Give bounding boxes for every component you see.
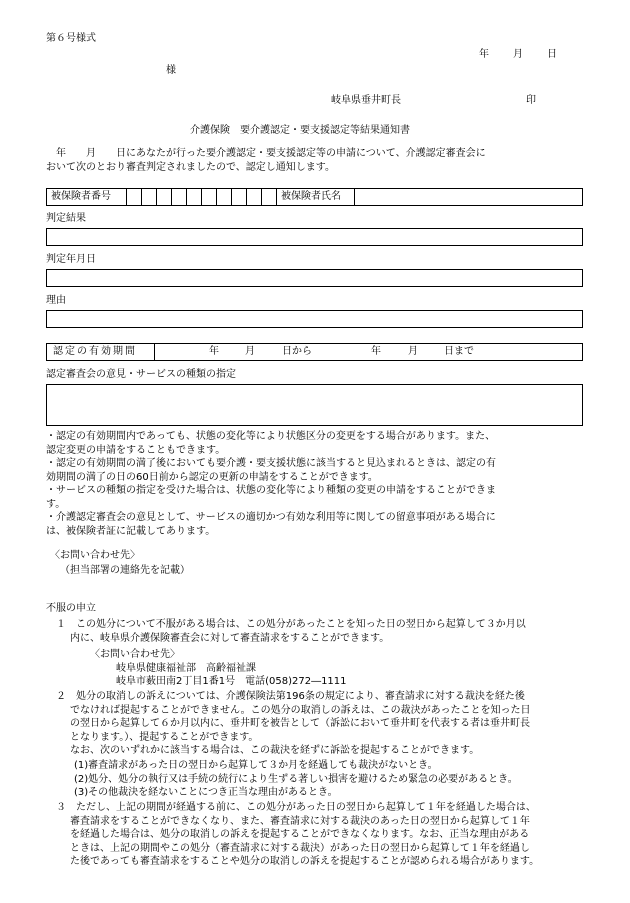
judgment-date-field[interactable] — [46, 269, 583, 287]
seal-mark: 印 — [526, 95, 536, 106]
insured-number-digit[interactable] — [217, 189, 232, 205]
appeal-line: た後であっても審査請求をすることや処分の取消しの訴えを提起することが認められる場合があります。 — [70, 856, 540, 867]
appeal-sub-line: (3)その他裁決を経ないことにつき正当な理由があるとき。 — [74, 787, 338, 798]
judgment-result-label: 判定結果 — [46, 213, 86, 224]
recipient-suffix: 様 — [166, 65, 176, 76]
appeal-contact-line: 岐阜県健康福祉部 高齢福祉課 — [116, 662, 256, 674]
insured-number-digit[interactable] — [262, 189, 277, 205]
date-month: 月 — [513, 49, 523, 60]
insured-number-digit[interactable] — [202, 189, 217, 205]
appeal-line: ときは、上記の期間やこの処分（審査請求に対する裁決）があった日の翌日から起算して１年を経過し — [70, 842, 530, 854]
insured-number-digit[interactable] — [172, 189, 187, 205]
insured-number-digit[interactable] — [142, 189, 157, 205]
validity-period-field[interactable] — [155, 344, 582, 360]
insured-name-label: 被保険者氏名 — [277, 189, 355, 205]
issuer-name: 岐阜県垂井町長 — [331, 95, 401, 106]
note-line: は、被保険者証に記載してあります。 — [46, 525, 216, 537]
reason-label: 理由 — [46, 295, 66, 306]
insured-number-digit[interactable] — [232, 189, 247, 205]
intro-line: おいて次のとおり審査判定されましたので、認定し通知します。 — [46, 161, 335, 173]
appeal-line: 内に、岐阜県介護保険審査会に対して審査請求をすることができます。 — [70, 632, 390, 644]
validity-year: 年 — [209, 346, 219, 357]
validity-month: 月 — [245, 346, 255, 357]
date-year: 年 — [479, 49, 489, 60]
document-title: 介護保険 要介護認定・要支援認定等結果通知書 — [190, 125, 410, 136]
appeal-item-2-sub — [74, 759, 518, 800]
appeal-line: となります。）、提起することができます。 — [70, 731, 259, 743]
validity-to: 日まで — [444, 346, 474, 357]
note-line: 認定変更の申請をすることもできます。 — [46, 444, 226, 456]
date-day: 日 — [547, 49, 557, 60]
form-number: 第６号様式 — [46, 33, 96, 44]
judgment-result-field[interactable] — [46, 228, 583, 246]
appeal-line: でなければ提起することができません。この処分の取消しの訴えは、この裁決があったことを知った日 — [70, 704, 531, 716]
validity-month-end: 月 — [408, 346, 418, 357]
appeal-heading: 不服の申立 — [46, 603, 96, 614]
note-line: ・認定の有効期間の満了後においても要介護・要支援状態に該当すると見込まれるときは、認定の有 — [46, 458, 496, 469]
note-line: ・介護認定審査会の意見として、サービスの適切かつ有効な利用等に関しての留意事項がある場合に — [46, 512, 496, 523]
appeal-line: 審査請求をすることができなくなり、また、審査請求に対する裁決のあった日の翌日から起算して１年 — [70, 815, 530, 827]
committee-opinion-field[interactable] — [46, 384, 583, 426]
intro-paragraph — [46, 147, 486, 174]
appeal-line: １ この処分について不服がある場合は、この処分があったことを知った日の翌日から起算して３か月以 — [56, 619, 526, 630]
appeal-line: ３ ただし、上記の期間が経過する前に、この処分があった日の翌日から起算して１年を経過した場合は、 — [56, 802, 536, 813]
appeal-item-2 — [56, 690, 531, 758]
note-line: す。 — [46, 498, 66, 510]
appeal-sub-line: (1)審査請求があった日の翌日から起算して３か月を経過しても裁決がないとき。 — [74, 760, 438, 771]
intro-line: 年 月 日にあなたが行った要介護認定・要支援認定等の申請について、介護認定審査会に — [46, 148, 486, 159]
insured-name-field[interactable] — [355, 189, 582, 205]
appeal-line: ２ 処分の取消しの訴えについては、介護保険法第196条の規定により、審査請求に対する裁決を経た後 — [56, 691, 525, 702]
reason-field[interactable] — [46, 310, 583, 328]
validity-period-label: 認定の有効期間 — [47, 344, 155, 360]
insured-info-row — [46, 188, 583, 206]
appeal-line: を経過した場合は、処分の取消しの訴えを提起することができなくなります。なお、正当な理由がある — [70, 829, 530, 840]
note-line: 効期間の満了の日の60日前から認定の更新の申請をすることができます。 — [46, 471, 378, 483]
insured-number-digit[interactable] — [247, 189, 262, 205]
appeal-item-1-contact — [90, 648, 347, 689]
note-line: ・サービスの種類の指定を受けた場合は、状態の変化等により種類の変更の申請をすることができま — [46, 485, 496, 496]
notes-section — [46, 430, 496, 538]
insured-number-digit[interactable] — [127, 189, 142, 205]
validity-from: 日から — [282, 346, 312, 357]
appeal-contact-line: 岐阜市薮田南2丁目1番1号 電話(058)272―1111 — [116, 676, 347, 687]
insured-number-digit[interactable] — [187, 189, 202, 205]
appeal-item-1 — [56, 618, 526, 645]
insured-number-digit[interactable] — [157, 189, 172, 205]
contact-label: 〈お問い合わせ先〉 — [50, 550, 140, 561]
note-line: ・認定の有効期間内であっても、状態の変化等により状態区分の変更をする場合があります。また、 — [46, 431, 496, 442]
appeal-item-3 — [56, 801, 539, 869]
appeal-line: の翌日から起算して６か月以内に、垂井町を被告として（訴訟において垂井町を代表する者は垂井町長 — [70, 718, 530, 729]
appeal-contact-line: 〈お問い合わせ先〉 — [90, 649, 180, 660]
validity-period-row — [46, 343, 583, 361]
appeal-line: なお、次のいずれかに該当する場合は、この裁決を経ずに訴訟を提起することができます。 — [70, 745, 480, 756]
judgment-date-label: 判定年月日 — [46, 254, 96, 265]
insured-number-label: 被保険者番号 — [47, 189, 127, 205]
contact-value: （担当部署の連絡先を記載） — [60, 565, 190, 576]
committee-opinion-label: 認定審査会の意見・サービスの種類の指定 — [46, 369, 236, 380]
appeal-sub-line: (2)処分、処分の執行又は手続の続行により生ずる著しい損害を避けるため緊急の必要があるとき。 — [74, 773, 518, 785]
validity-year-end: 年 — [371, 346, 381, 357]
